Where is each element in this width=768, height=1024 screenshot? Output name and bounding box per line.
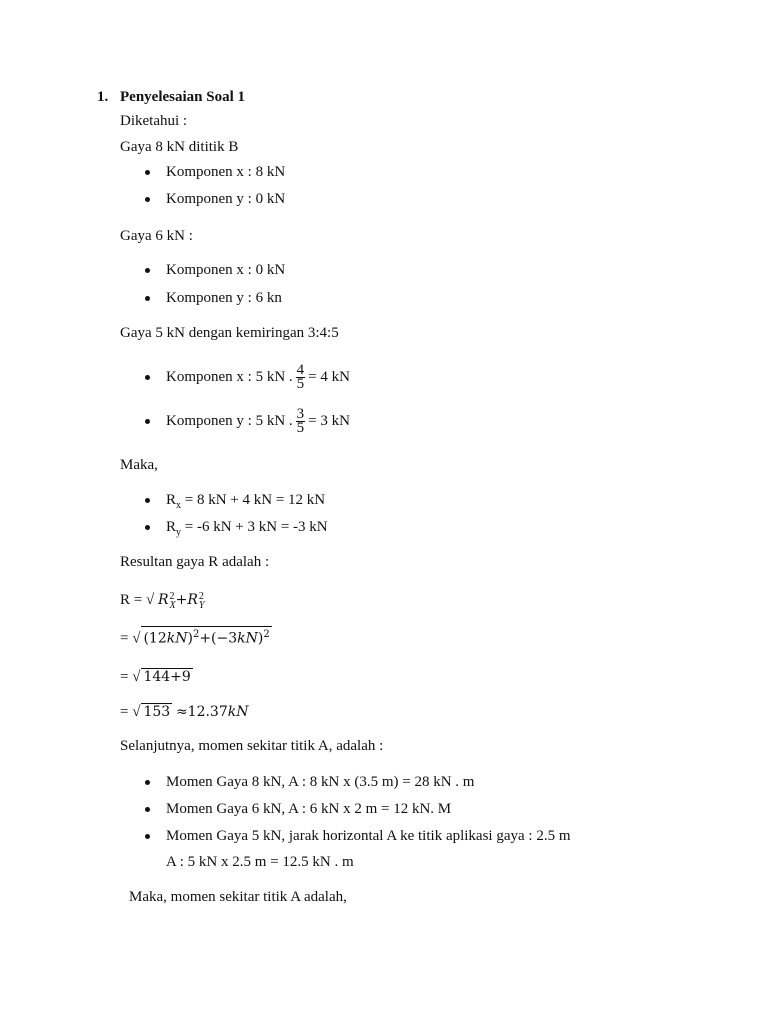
formula-eq-sqrt: = √: [120, 630, 141, 647]
fraction-denominator: 5: [296, 420, 305, 437]
force-6-y: Komponen y : 6 kn: [166, 290, 282, 306]
bullet-icon: [145, 498, 150, 503]
moment-6: Momen Gaya 6 kN, A : 6 kN x 2 m = 12 kN. M: [166, 801, 452, 817]
unit-kn: kN: [166, 630, 188, 647]
ry-subscript: y: [176, 527, 182, 538]
paren-close: ): [187, 630, 193, 647]
rx-sup: 2: [169, 590, 175, 602]
formula-r-sqrt: R = √: [120, 592, 155, 608]
moment-title: Selanjutnya, momen sekitar titik A, adalah :: [120, 738, 384, 754]
moment-8: Momen Gaya 8 kN, A : 8 kN x (3.5 m) = 28 kN . m: [166, 774, 475, 790]
force-5-x-prefix: Komponen x : 5 kN .: [166, 369, 293, 385]
approx-value: ≈12.37: [175, 704, 228, 720]
sqrt-153: 153: [143, 704, 171, 720]
ry-exp: [199, 592, 205, 610]
term-minus3: +(−3: [199, 630, 238, 647]
term-12: (12: [143, 630, 167, 647]
plus-sign: +: [175, 592, 188, 608]
sqrt-144-9: 144+9: [143, 669, 191, 685]
formula-eq-sqrt: = √: [120, 669, 141, 685]
closing-text: Maka, momen sekitar titik A adalah,: [129, 889, 347, 905]
paren-close: ): [257, 630, 264, 647]
moment-5-continuation: A : 5 kN x 2.5 m = 12.5 kN . m: [166, 854, 354, 870]
ry-symbol: R: [166, 519, 177, 535]
force-8-x: Komponen x : 8 kN: [166, 164, 286, 180]
force-8-title: Gaya 8 kN dititik B: [120, 139, 239, 155]
force-8-y: Komponen y : 0 kN: [166, 191, 286, 207]
bullet-icon: [145, 268, 150, 273]
section-title: Penyelesaian Soal 1: [120, 89, 246, 105]
bullet-icon: [145, 419, 150, 424]
unit-kn: kN: [237, 630, 258, 647]
rx-sub: X: [169, 599, 176, 611]
bullet-icon: [145, 525, 150, 530]
ry-term: R: [187, 592, 198, 608]
fraction-denominator: 5: [296, 376, 305, 393]
bullet-icon: [145, 780, 150, 785]
force-5-y-result: = 3 kN: [308, 413, 350, 429]
resultant-ry: [166, 518, 328, 542]
force-6-title: Gaya 6 kN :: [120, 228, 193, 244]
force-5-y: [166, 403, 350, 439]
sqrt-body: [141, 626, 271, 647]
diketahui-label: Diketahui :: [120, 113, 188, 129]
fraction-numerator: 4: [296, 362, 305, 379]
formula-line-3: [120, 665, 193, 689]
rx-symbol: R: [166, 492, 177, 508]
moment-5: Momen Gaya 5 kN, jarak horizontal A ke titik aplikasi gaya : 2.5 m: [166, 828, 571, 844]
force-6-x: Komponen x : 0 kN: [166, 262, 286, 278]
fraction-numerator: 3: [296, 406, 305, 423]
formula-line-2: [120, 626, 272, 651]
ry-expression: = -6 kN + 3 kN = -3 kN: [184, 519, 328, 535]
ry-sub: Y: [198, 599, 205, 611]
bullet-icon: [145, 375, 150, 380]
formula-line-1: [120, 588, 204, 612]
fraction-3-5: [296, 408, 306, 435]
bullet-icon: [145, 197, 150, 202]
bullet-icon: [145, 170, 150, 175]
force-5-x: [166, 359, 350, 395]
bullet-icon: [145, 834, 150, 839]
sup-2: 2: [263, 629, 270, 640]
formula-eq-sqrt: = √: [120, 704, 141, 720]
ry-sup: 2: [198, 590, 204, 602]
bullet-icon: [145, 807, 150, 812]
bullet-icon: [145, 296, 150, 301]
rx-term: R: [157, 592, 169, 608]
rx-subscript: x: [176, 500, 182, 511]
force-5-x-result: = 4 kN: [308, 369, 350, 385]
force-5-title: Gaya 5 kN dengan kemiringan 3:4:5: [120, 325, 339, 341]
item-number: 1.: [97, 89, 109, 105]
force-5-y-prefix: Komponen y : 5 kN .: [166, 413, 293, 429]
resultant-rx: [166, 491, 325, 515]
unit-kn: kN: [227, 704, 249, 720]
formula-line-4: [120, 700, 248, 724]
maka-label: Maka,: [120, 457, 158, 473]
sup-2: 2: [192, 629, 200, 640]
rx-expression: = 8 kN + 4 kN = 12 kN: [184, 492, 326, 508]
fraction-4-5: [296, 364, 306, 391]
resultan-title: Resultan gaya R adalah :: [120, 554, 270, 570]
